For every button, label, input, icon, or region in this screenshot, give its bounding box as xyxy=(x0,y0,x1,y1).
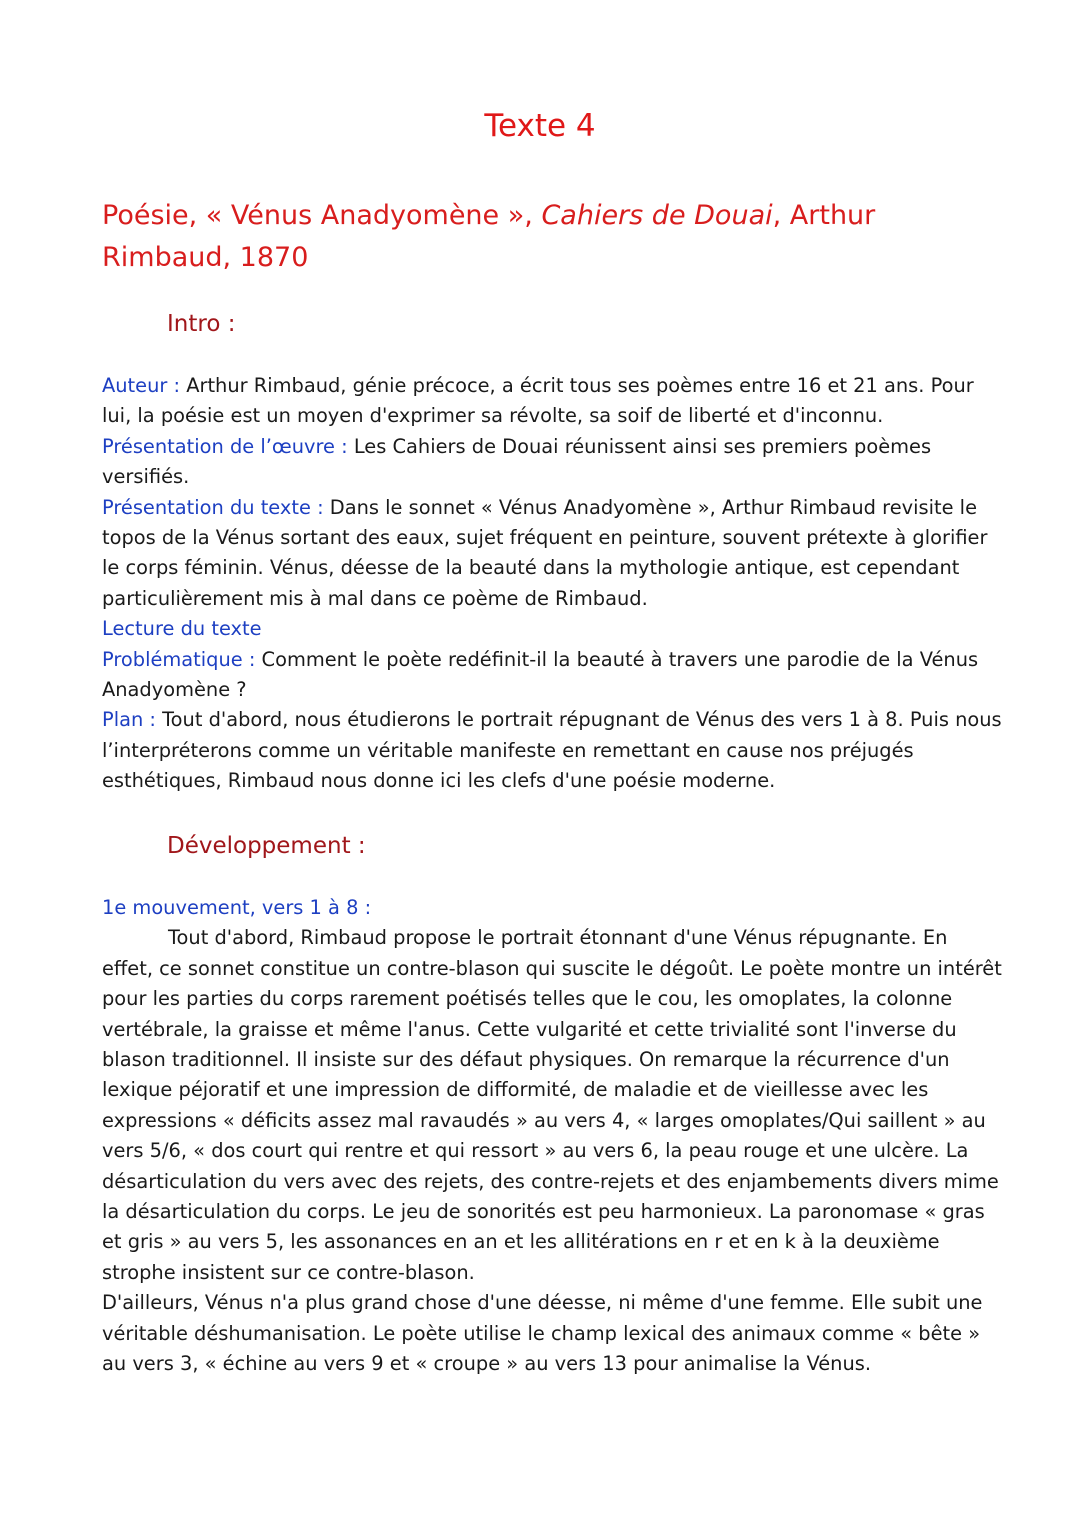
development-paragraph-1 xyxy=(102,923,1002,1288)
development-heading: Développement : xyxy=(167,833,366,859)
texte-text: Dans le sonnet « Vénus Anadyomène », Arthur Rimbaud revisite le topos de la Vénus sortant des eaux, sujet fréquent en peinture, souvent prétexte à glorifier le corps féminin. Vénus, déesse de la beauté dans la mythologie antique, est cependant particulièrement mis à mal dans ce poème de Rimbaud. xyxy=(102,495,988,610)
development-section xyxy=(102,893,1002,1380)
plan-label: Plan : xyxy=(102,708,163,732)
subtitle-italic-work: Cahiers de Douai xyxy=(541,200,773,231)
oeuvre-label: Présentation de l’œuvre : xyxy=(102,434,354,458)
lecture-label: Lecture du texte xyxy=(102,617,262,641)
intro-auteur xyxy=(102,371,1002,432)
intro-section xyxy=(102,371,1002,797)
development-paragraph-2 xyxy=(102,1288,1002,1379)
movement-1-label xyxy=(102,893,1002,923)
auteur-text: Arthur Rimbaud, génie précoce, a écrit tous ses poèmes entre 16 et 21 ans. Pour lui, la poésie est un moyen d'exprimer sa révolte, sa soif de liberté et d'inconnu. xyxy=(102,374,974,428)
auteur-label: Auteur : xyxy=(102,374,187,397)
intro-lecture xyxy=(102,614,1002,644)
movement-1-title: 1e mouvement, vers 1 à 8 : xyxy=(102,896,372,919)
intro-problematique xyxy=(102,645,1002,706)
problematique-label: Problématique : xyxy=(102,647,262,671)
texte-label: Présentation du texte : xyxy=(102,495,330,519)
intro-oeuvre xyxy=(102,432,1002,493)
intro-plan xyxy=(102,705,1002,796)
plan-text: Tout d'abord, nous étudierons le portrait répugnant de Vénus des vers 1 à 8. Puis nous l’interpréterons comme un véritable manifeste en remettant en cause nos préjugés esthétiques, Rimbaud nous donne ici les clefs d'une poésie moderne. xyxy=(102,708,1002,793)
document-title: Texte 4 xyxy=(484,108,596,144)
problematique-text: Comment le poète redéfinit-il la beauté à travers une parodie de la Vénus Anadyomène ? xyxy=(102,647,979,702)
document-subtitle xyxy=(102,195,982,279)
subtitle-prefix: Poésie, « Vénus Anadyomène », xyxy=(102,200,542,231)
intro-heading: Intro : xyxy=(167,311,236,337)
subtitle-suffix: , Arthur Rimbaud, 1870 xyxy=(102,200,876,273)
oeuvre-text: Les Cahiers de Douai réunissent ainsi ses premiers poèmes versifiés. xyxy=(102,434,932,489)
paragraph-1-text: Tout d'abord, Rimbaud propose le portrait étonnant d'une Vénus répugnante. En effet, ce sonnet constitue un contre-blason qui suscite le dégoût. Le poète montre un intérêt pour les parties du corps rarement poétisés telles que le cou, les omoplates, la colonne vertébrale, la graisse et même l'anus. Cette vulgarité et cette trivialité sont l'inverse du blason traditionnel. Il insiste sur des défaut physiques. On remarque la récurrence d'un lexique péjoratif et une impression de difformité, de maladie et de vieillesse avec les expressions « déficits assez mal ravaudés » au vers 4, « larges omoplates/Qui saillent » au vers 5/6, « dos court qui rentre et qui ressort » au vers 6, la peau rouge et une ulcère. La désarticulation du vers avec des rejets, des contre-rejets et des enjambements divers mime la désarticulation du corps. Le jeu de sonorités est peu harmonieux. La paronomase « gras et gris » au vers 5, les assonances en an et les allitérations en r et en k à la deuxième strophe insistent sur ce contre-blason. xyxy=(102,926,1002,1284)
intro-texte xyxy=(102,493,1002,615)
paragraph-2-text: D'ailleurs, Vénus n'a plus grand chose d'une déesse, ni même d'une femme. Elle subit une véritable déshumanisation. Le poète utilise le champ lexical des animaux comme « bête » au vers 3, « échine au vers 9 et « croupe » au vers 13 pour animalise la Vénus. xyxy=(102,1291,983,1376)
